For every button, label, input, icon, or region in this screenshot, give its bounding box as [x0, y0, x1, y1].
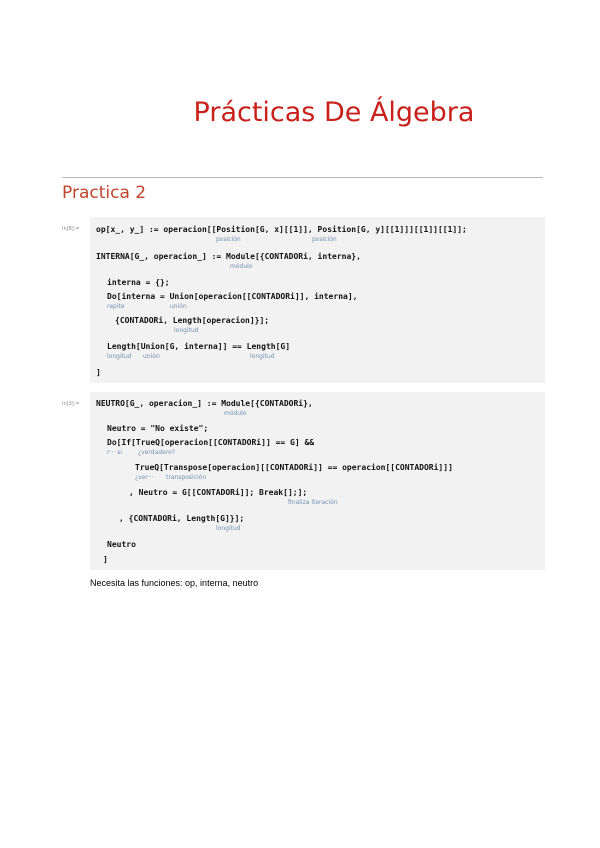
code-line: Do[If[TrueQ[operacion[[CONTADORi]] == G] &&	[107, 438, 315, 447]
hint: posición	[216, 236, 241, 243]
input-cell-1[interactable]	[62, 217, 545, 383]
code-line: Neutro = "No existe";	[107, 424, 209, 433]
code-line: , Neutro = G[[CONTADORi]]; Break[];];	[129, 488, 308, 497]
hint: posición	[312, 236, 337, 243]
code-line: INTERNA[G_, operacion_] := Module[{CONTADORi, interna},	[96, 252, 361, 261]
hint: longitud	[174, 327, 199, 334]
hint: longitud	[107, 353, 132, 360]
code-line: , {CONTADORi, Length[G]}];	[119, 514, 245, 523]
hint: finaliza iteración	[288, 499, 338, 506]
note-text: Necesita las funciones: op, interna, neutro	[90, 578, 259, 588]
code-line: TrueQ[Transpose[operacion][[CONTADORi]] == operacion[[CONTADORi]]]	[135, 463, 453, 472]
hint: unión	[143, 353, 160, 360]
hint: módulo	[224, 410, 247, 417]
page-title: Prácticas De Álgebra	[193, 97, 475, 128]
hint: transposición	[166, 474, 207, 481]
hint: longitud	[250, 353, 275, 360]
code-line: op[x_, y_] := operacion[[Position[G, x][[1]], Position[G, y][[1]]][[1]][[1]];	[96, 225, 467, 234]
section-rule	[62, 177, 543, 178]
hint: unión	[170, 303, 187, 310]
code-line: ]	[103, 555, 108, 564]
code-line: interna = {};	[107, 278, 170, 287]
code-line: NEUTRO[G_, operacion_] := Module[{CONTADORi},	[96, 399, 313, 408]
input-label: In[8]:=	[62, 226, 80, 232]
hint: ¿ver···	[135, 474, 154, 481]
code-line: ]	[96, 368, 101, 377]
input-label: In[3]:=	[62, 401, 80, 407]
code-line: {CONTADORi, Length[operacion]}];	[115, 316, 270, 325]
hint: longitud	[216, 525, 241, 532]
code-line: Length[Union[G, interna]] == Length[G]	[107, 342, 291, 351]
hint: r··· si	[107, 449, 122, 456]
code-line: Do[interna = Union[operacion[[CONTADORi]], interna],	[107, 292, 358, 301]
hint: módulo	[230, 263, 253, 270]
hint: ¿verdadero?	[138, 449, 175, 456]
section-heading: Practica 2	[62, 183, 147, 203]
code-line: Neutro	[107, 540, 136, 549]
input-cell-2[interactable]	[62, 392, 545, 570]
hint: repite	[107, 303, 125, 310]
